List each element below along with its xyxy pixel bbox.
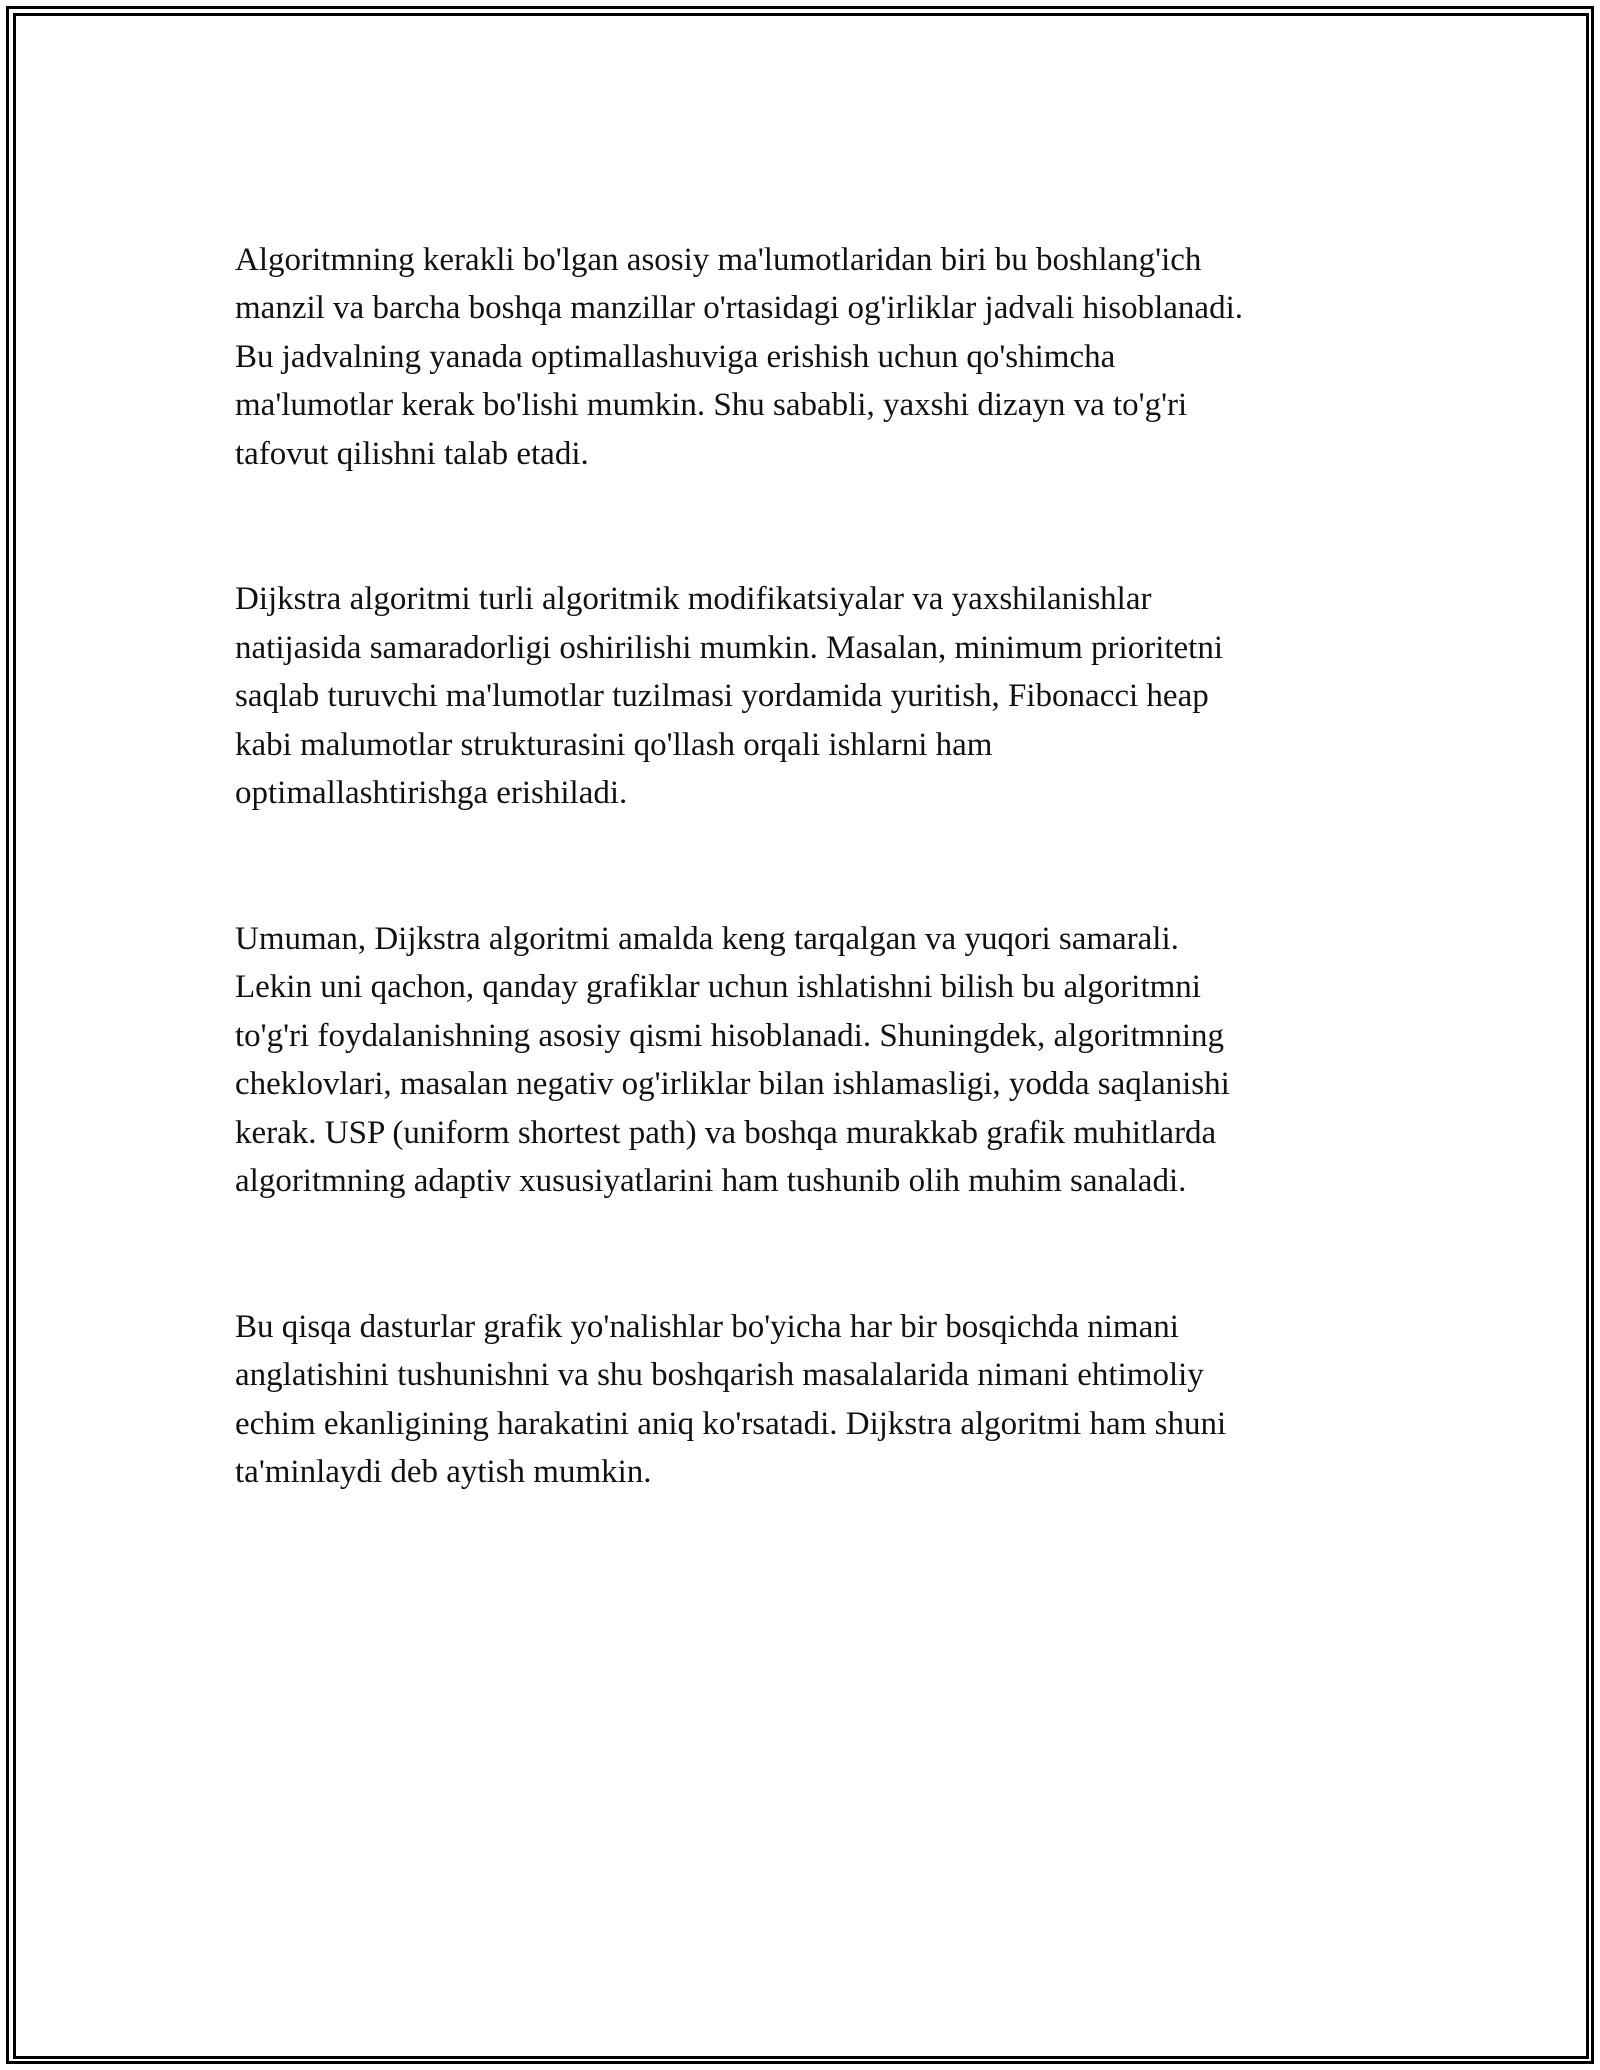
- paragraph-4: Bu qisqa dasturlar grafik yo'nalishlar bo'yicha har bir bosqichda nimani anglatishini tushunishni va shu boshqarish masalalarida nimani ehtimoliy echim ekanligining harakatini aniq ko'rsatadi. Dijkstra algoritmi ham shuni ta'minlaydi deb aytish mumkin.: [235, 1308, 1227, 1490]
- paragraph-2: Dijkstra algoritmi turli algoritmik modifikatsiyalar va yaxshilanishlar natijasida samaradorligi oshirilishi mumkin. Masalan, minimum prioritetni saqlab turuvchi ma'lumotlar tuzilmasi yordamida yuritish, Fibonacci heap kabi malumotlar strukturasini qo'llash orqali ishlarni ham optimallashtirishga erishiladi.: [235, 581, 1224, 811]
- paragraph-3: Umuman, Dijkstra algoritmi amalda keng tarqalgan va yuqori samarali. Lekin uni qachon, qanday grafiklar uchun ishlatishni bilish bu algoritmni to'g'ri foydalanishning asosiy qismi hisoblanadi. Shuningdek, algoritmning cheklovlari, masalan negativ og'irliklar bilan ishlamasligi, yodda saqlanishi kerak. USP (uniform shortest path) va boshqa murakkab grafik muhitlarda algoritmning adaptiv xususiyatlarini ham tushunib olih muhim sanaladi.: [235, 920, 1230, 1199]
- paragraph-1: Algoritmning kerakli bo'lgan asosiy ma'lumotlaridan biri bu boshlang'ich manzil va barcha boshqa manzillar o'rtasidagi og'irliklar jadvali hisoblanadi. Bu jadvalning yanada optimallashuviga erishish uchun qo'shimcha ma'lumotlar kerak bo'lishi mumkin. Shu sababli, yaxshi dizayn va to'g'ri tafovut qilishni talab etadi.: [235, 241, 1243, 472]
- document-body: [235, 187, 1375, 1594]
